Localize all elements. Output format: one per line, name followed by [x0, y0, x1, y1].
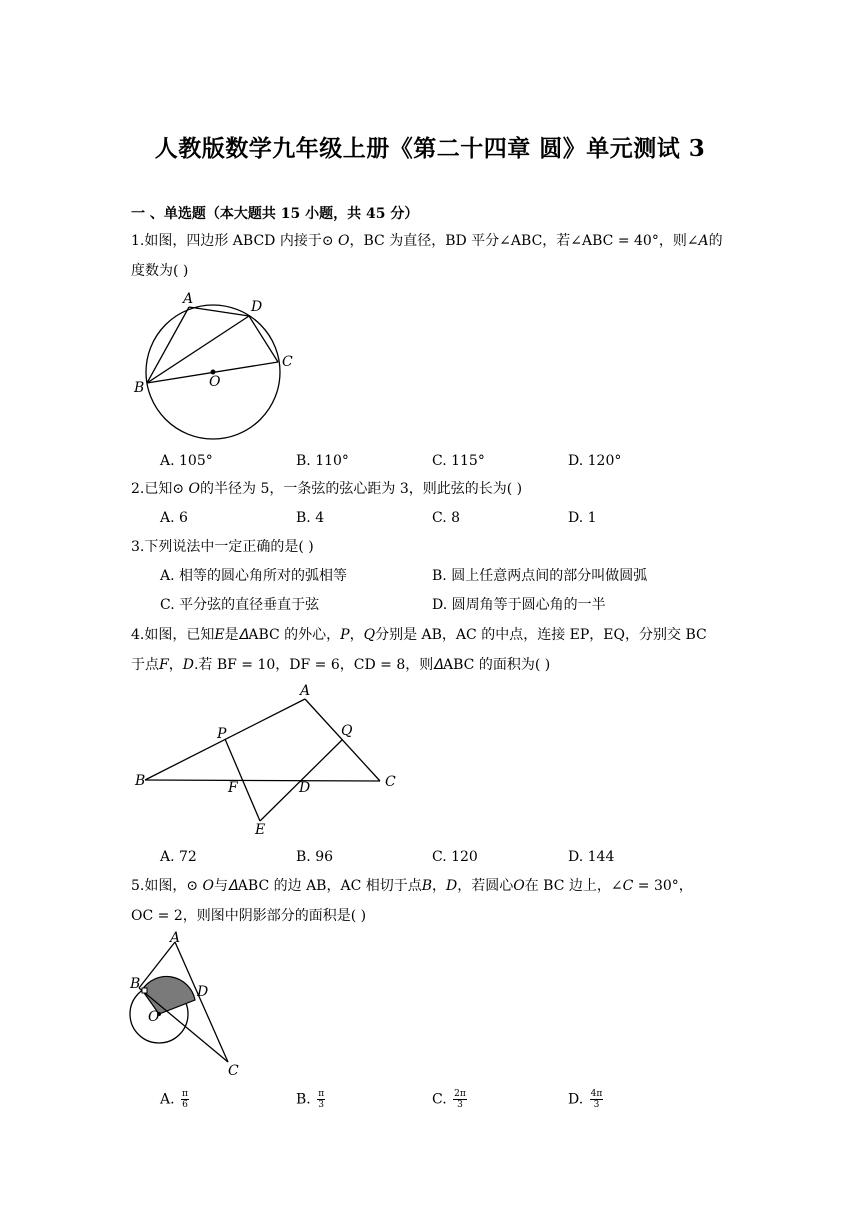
q3-option-d[interactable]: D. 圆周角等于圆心角的一半	[432, 597, 606, 613]
section-heading: 一 、单选题（本大题共 15 小题，共 45 分）	[131, 206, 419, 222]
q4-label-b: B	[135, 773, 146, 789]
page-title: 人教版数学九年级上册《第二十四章 圆》单元测试 3	[154, 135, 706, 162]
q4-label-c: C	[385, 774, 396, 790]
q4-label-a: A	[300, 683, 311, 699]
q2-option-d[interactable]: D. 1	[568, 510, 597, 526]
q1-option-a[interactable]: A. 105°	[160, 453, 213, 469]
q5-label-d: D	[197, 984, 209, 1000]
q4-side-bc	[145, 780, 380, 781]
q3-option-b[interactable]: B. 圆上任意两点间的部分叫做圆弧	[432, 568, 648, 584]
q5-option-c-fraction	[453, 1089, 467, 1110]
q3-option-a[interactable]: A. 相等的圆心角所对的弧相等	[160, 568, 348, 584]
q5-option-a-fraction	[181, 1089, 189, 1110]
q5-option-b-denominator: 3	[318, 1100, 325, 1110]
q1-label-c: C	[282, 354, 293, 370]
q1-stem-line1: 1.如图，四边形 ABCD 内接于⊙ 𝑂，BC 为直径，BD 平分∠ABC，若∠ABC = 40°，则∠𝐴的	[131, 233, 723, 249]
q4-label-d: D	[299, 780, 311, 796]
q5-option-a-denominator: 6	[182, 1100, 188, 1110]
q2-option-a[interactable]: A. 6	[160, 510, 188, 526]
q2-option-b[interactable]: B. 4	[296, 510, 325, 526]
q1-label-o: O	[209, 374, 221, 390]
q1-option-b[interactable]: B. 110°	[296, 453, 349, 469]
q5-stem-line2: OC = 2，则图中阴影部分的面积是( )	[131, 908, 367, 924]
q1-option-d[interactable]: D. 120°	[568, 453, 622, 469]
q1-figure-circle-quadrilateral	[125, 285, 300, 445]
q5-figure-tangent-circle	[125, 930, 255, 1080]
q1-label-d: D	[251, 299, 263, 315]
q5-label-o: O	[148, 1009, 160, 1025]
q4-label-q: Q	[341, 723, 353, 739]
q5-option-c-prefix: C.	[432, 1091, 452, 1108]
q4-stem-line2: 于点𝐹，𝐷.若 BF = 10，DF = 6，CD = 8，则𝛥ABC 的面积为( )	[131, 657, 551, 673]
q4-label-f: F	[228, 780, 238, 796]
q1-option-c[interactable]: C. 115°	[432, 453, 485, 469]
q5-label-c: C	[228, 1063, 239, 1079]
q5-option-b-fraction	[317, 1089, 325, 1110]
q4-option-a[interactable]: A. 72	[160, 849, 197, 865]
q5-option-d-fraction	[590, 1089, 604, 1110]
q5-option-c-numerator: 2π	[454, 1089, 466, 1099]
q5-label-b: B	[130, 976, 141, 992]
q1-label-a: A	[183, 291, 194, 307]
q1-side-ad	[189, 307, 249, 316]
q3-option-c[interactable]: C. 平分弦的直径垂直于弦	[160, 597, 320, 613]
q2-stem: 2.已知⊙ 𝑂的半径为 5，一条弦的弦心距为 3，则此弦的长为( )	[131, 481, 523, 497]
q1-diagonal-bd	[147, 316, 249, 383]
q5-option-d-numerator: 4π	[590, 1089, 603, 1099]
q5-option-c-denominator: 3	[457, 1100, 463, 1110]
q5-option-d[interactable]	[568, 1089, 603, 1110]
q2-option-c[interactable]: C. 8	[432, 510, 461, 526]
q5-option-b-numerator: π	[318, 1089, 325, 1099]
q5-option-a[interactable]	[160, 1089, 189, 1110]
q4-option-d[interactable]: D. 144	[568, 849, 615, 865]
q4-option-c[interactable]: C. 120	[432, 849, 478, 865]
q5-option-a-numerator: π	[182, 1089, 188, 1099]
q5-option-b[interactable]	[296, 1089, 325, 1110]
q4-option-b[interactable]: B. 96	[296, 849, 334, 865]
q5-option-c[interactable]	[432, 1089, 467, 1110]
q1-side-ab	[147, 307, 189, 383]
q3-stem: 3.下列说法中一定正确的是( )	[131, 539, 314, 555]
q5-stem-line1: 5.如图，⊙ 𝑂与𝛥ABC 的边 AB，AC 相切于点𝐵，𝐷，若圆心𝑂在 BC 边上，∠𝐶 = 30°，	[131, 878, 693, 894]
q4-side-ac	[305, 699, 380, 781]
q1-side-dc	[249, 316, 278, 362]
q4-label-p: P	[217, 726, 227, 742]
q4-figure-triangle	[125, 680, 415, 840]
q5-label-a: A	[170, 930, 181, 946]
q5-option-a-prefix: A.	[160, 1091, 180, 1108]
q4-stem-line1: 4.如图，已知𝐸是𝛥ABC 的外心，𝑃，𝑄分别是 AB，AC 的中点，连接 EP，EQ，分别交 BC	[131, 627, 707, 643]
q5-option-d-prefix: D.	[568, 1091, 588, 1108]
q5-option-d-denominator: 3	[593, 1100, 600, 1110]
q4-label-e: E	[255, 822, 266, 838]
q5-option-b-prefix: B.	[296, 1091, 316, 1108]
q1-label-b: B	[134, 380, 145, 396]
q5-right-angle-mark	[142, 988, 147, 993]
q1-stem-line2: 度数为( )	[131, 263, 189, 279]
